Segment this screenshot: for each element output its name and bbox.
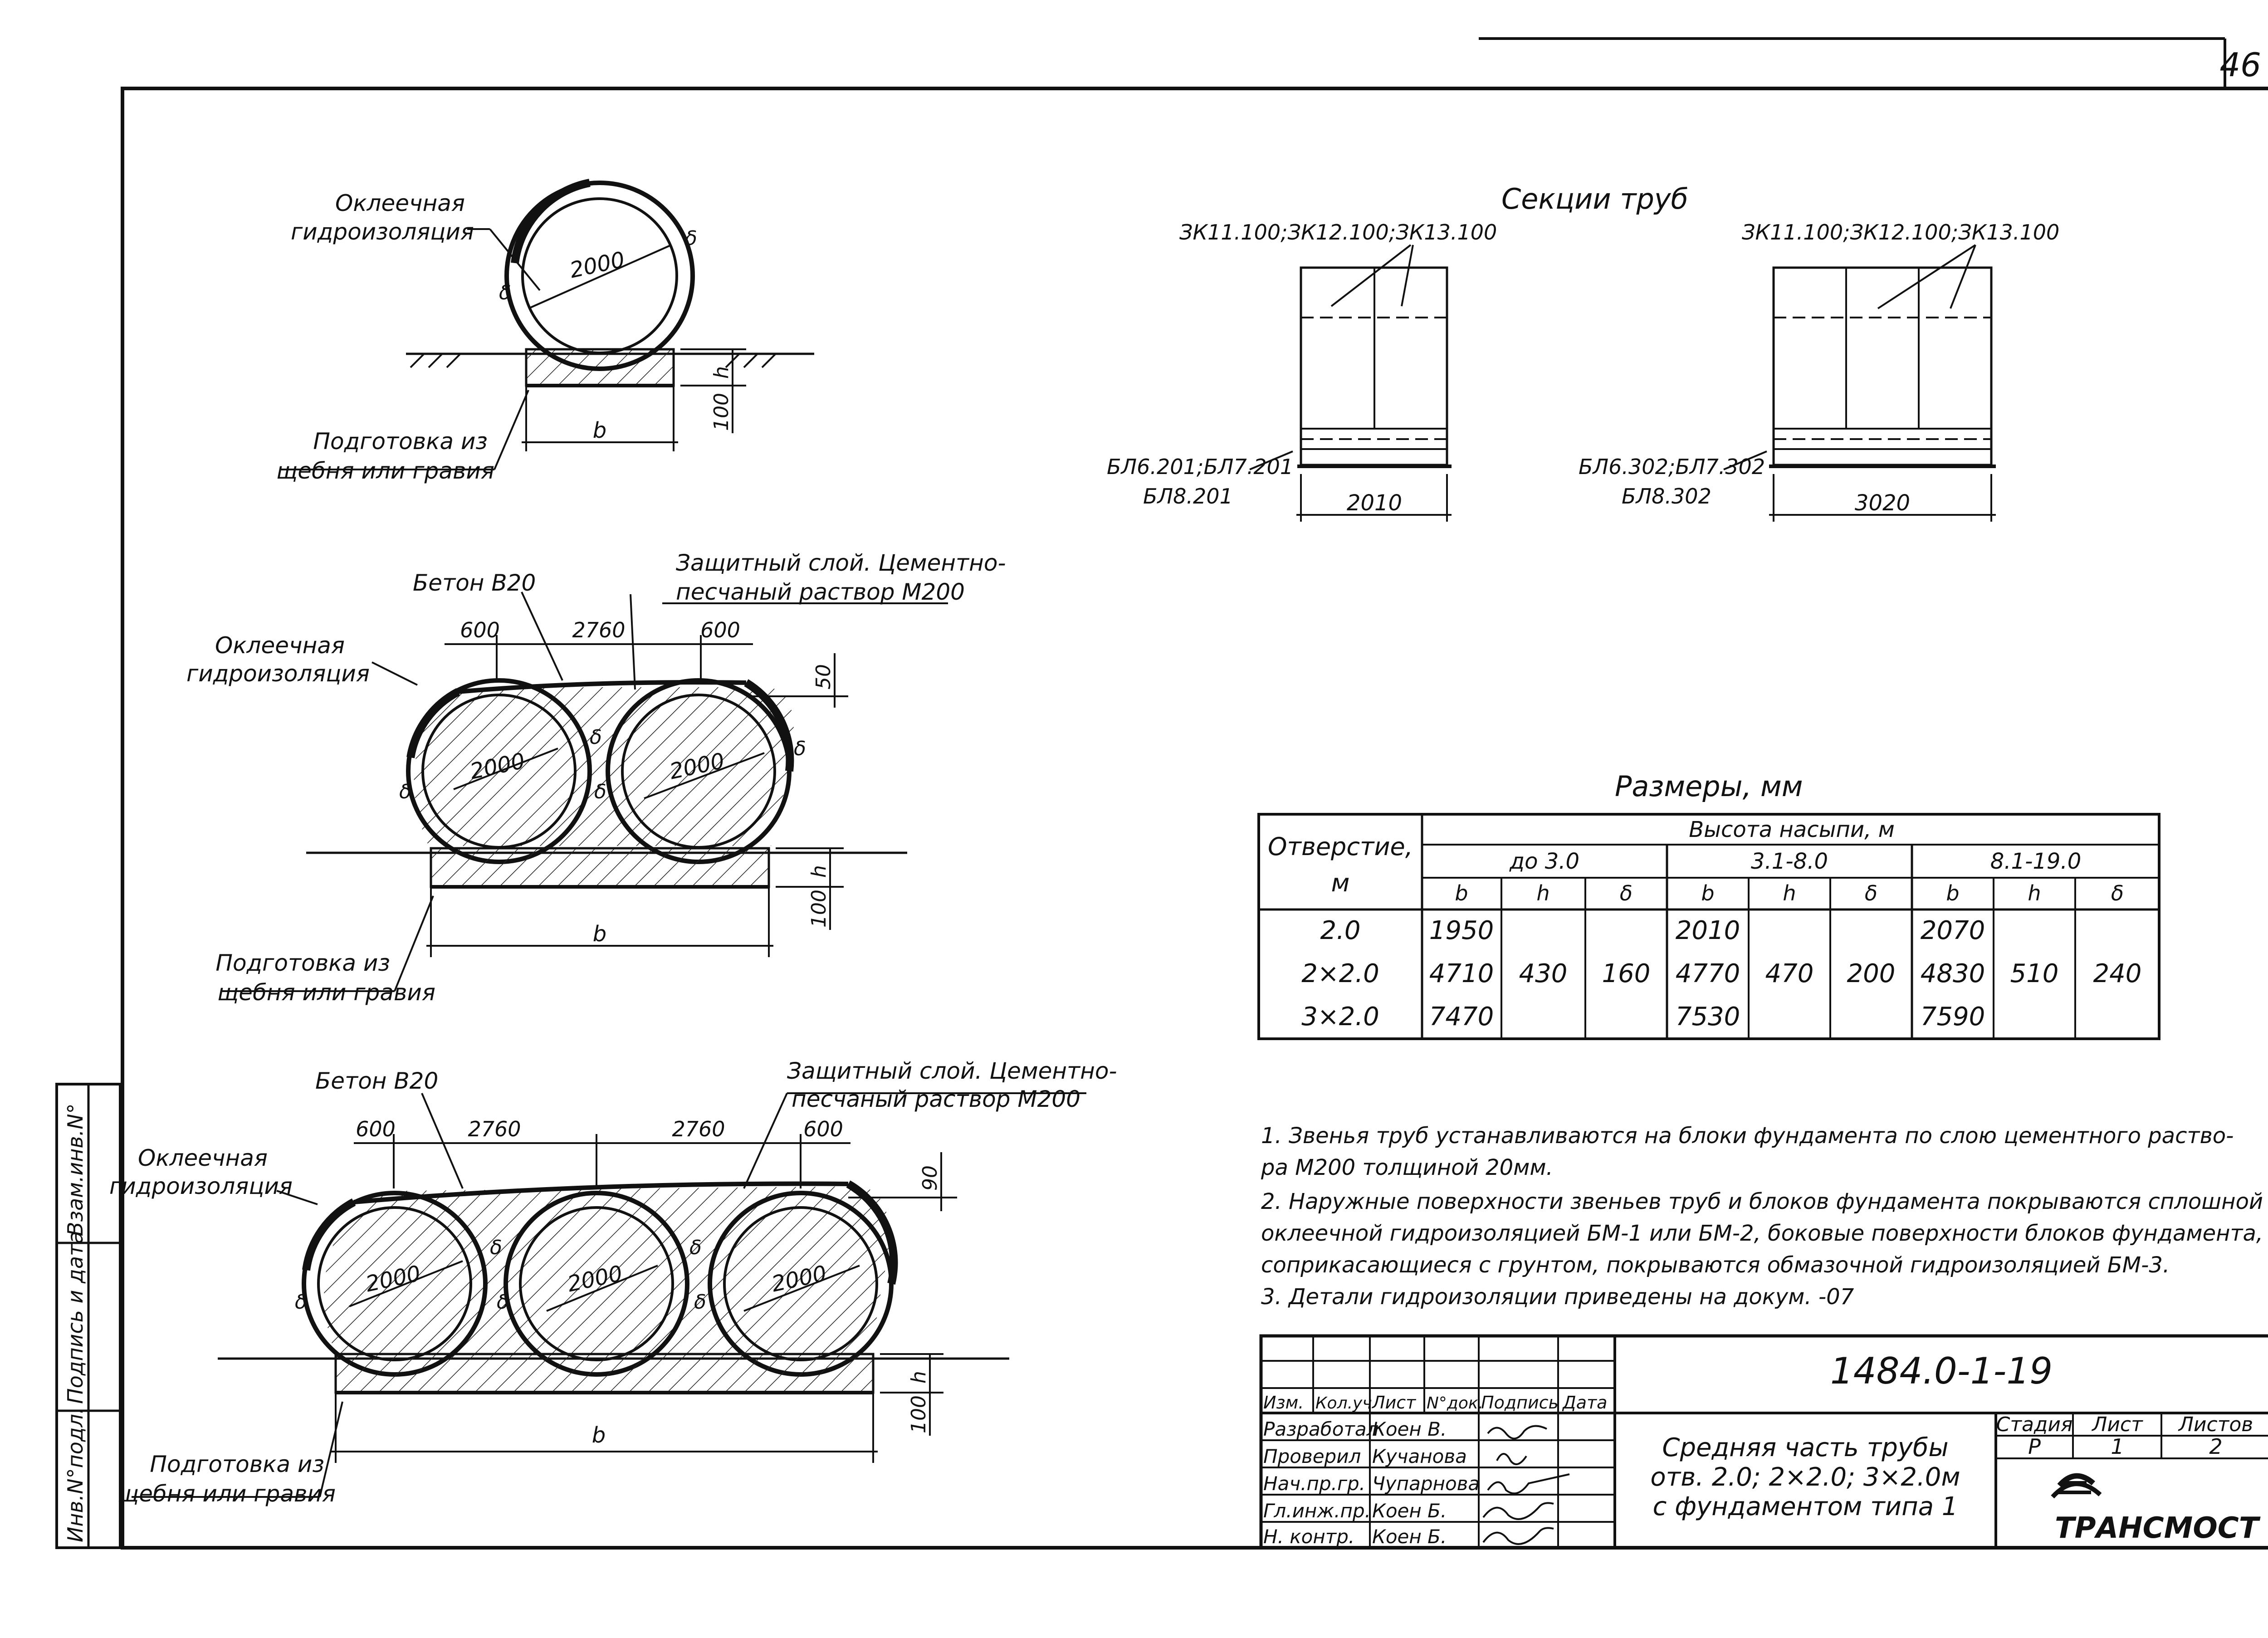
stamp-sheets-value: 2 <box>2209 1434 2223 1459</box>
fig1-h-val: 100 <box>710 393 733 431</box>
fig3-dim-600-right: 600 <box>803 1117 843 1141</box>
fig1-b: b <box>592 418 607 443</box>
table-cell-h-1: 430 <box>1519 959 1568 988</box>
fig2-label-insulation-2: гидроизоляция <box>186 660 370 687</box>
fig2-dia-right: 2000 <box>667 748 727 785</box>
transmost-logo-icon <box>2053 1476 2100 1497</box>
fig1-label-insulation: Оклеечная <box>335 190 465 216</box>
fig2-dim-600-right: 600 <box>700 618 740 642</box>
note-line-5: соприкасающиеся с грунтом, покрываются обмазочной гидроизоляцией БМ-3. <box>1261 1252 2170 1278</box>
table-sub-h-2: h <box>1783 881 1796 905</box>
stamp-role-3: Нач.пр.гр. <box>1263 1472 1366 1495</box>
table-sub-d-2: δ <box>1864 881 1878 905</box>
stamp-sheets-label: Листов <box>2178 1413 2253 1436</box>
table-cell-b-2-2: 4770 <box>1675 959 1740 988</box>
fig2-label-concrete: Бетон В20 <box>413 570 536 596</box>
fig1-label-base-2: щебня или гравия <box>276 458 494 484</box>
table-sub-h-3: h <box>2028 881 2041 905</box>
fig1-label-insulation-2: гидроизоляция <box>291 219 474 245</box>
fig3-label-base: Подготовка из <box>150 1451 324 1477</box>
fig2-label-base: Подготовка из <box>215 950 390 976</box>
note-line-2: ра М200 толщиной 20мм. <box>1261 1155 1553 1180</box>
fig2-dim-600-left: 600 <box>460 618 500 642</box>
fig3-b: b <box>591 1423 606 1448</box>
fig2-delta-left: δ <box>399 780 411 803</box>
fig3-h: h <box>907 1371 930 1384</box>
table-sub-b-2: b <box>1701 881 1715 905</box>
sections-left-block-2: БЛ8.201 <box>1143 484 1233 509</box>
fig3-dim-90: 90 <box>919 1165 942 1191</box>
title-doc-code: 1484.0-1-19 <box>1830 1350 2053 1392</box>
table-cell-h-3: 510 <box>2010 959 2059 988</box>
table-row-opening-1: 2.0 <box>1320 916 1361 945</box>
fig3-label-insulation: Оклеечная <box>138 1145 268 1171</box>
sections-title: Секции труб <box>1501 182 1688 215</box>
table-row-opening-2: 2×2.0 <box>1301 959 1379 988</box>
fig2-b: b <box>592 921 607 947</box>
fig1-dia: 2000 <box>567 247 627 284</box>
table-group-2: 3.1-8.0 <box>1751 849 1828 874</box>
sections-left-width: 2010 <box>1346 490 1403 516</box>
table-cell-b-2-1: 4710 <box>1429 959 1494 988</box>
fig2-delta-right: δ <box>794 737 806 760</box>
fig3-h-val: 100 <box>907 1395 930 1433</box>
stamp-sheet-value: 1 <box>2111 1434 2124 1459</box>
title-text-line-3: с фундаментом типа 1 <box>1652 1492 1958 1521</box>
table-cell-h-2: 470 <box>1765 959 1814 988</box>
sections-left-block-1: БЛ6.201;БЛ7.201 <box>1107 455 1294 479</box>
stamp-header-list: Лист <box>1372 1393 1416 1413</box>
table-col-opening-unit: м <box>1331 869 1350 897</box>
side-inv-orig: Инв.N°подл. <box>63 1407 88 1542</box>
table-cell-b-1-1: 1950 <box>1429 916 1494 945</box>
fig2-label-protect-2: песчаный раствор М200 <box>676 579 965 605</box>
note-line-6: 3. Детали гидроизоляции приведены на докум. -07 <box>1261 1284 1854 1310</box>
fig3-dia-1: 2000 <box>363 1261 423 1297</box>
fig3-label-concrete: Бетон В20 <box>315 1068 439 1094</box>
title-text-line-1: Средняя часть трубы <box>1662 1433 1949 1462</box>
stamp-name-3: Чупарнова <box>1372 1472 1480 1495</box>
fig1-delta-right: δ <box>685 227 697 250</box>
stamp-name-5: Коен Б. <box>1372 1526 1447 1548</box>
signatures <box>1483 1426 1569 1544</box>
fig2-label-insulation: Оклеечная <box>215 632 345 659</box>
sections-right-width: 3020 <box>1854 490 1911 516</box>
company-logo-text: ТРАНСМОСТ <box>2055 1511 2259 1545</box>
stamp-name-2: Кучанова <box>1372 1445 1467 1467</box>
table-cell-b-1-3: 2070 <box>1920 916 1985 945</box>
fig2-h: h <box>807 865 831 878</box>
fig1-label-base: Подготовка из <box>313 428 488 455</box>
fig2-dia-left: 2000 <box>468 748 528 785</box>
stamp-role-2: Проверил <box>1263 1445 1361 1467</box>
fig3-label-protect: Защитный слой. Цементно- <box>787 1058 1117 1084</box>
stamp-header-ndok: N°док. <box>1427 1394 1484 1413</box>
stamp-name-1: Коен В. <box>1372 1418 1447 1440</box>
note-line-4: оклеечной гидроизоляцией БМ-1 или БМ-2, боковые поверхности блоков фундамента, <box>1261 1221 2263 1246</box>
sections-left-top-label: ЗК11.100;ЗК12.100;ЗК13.100 <box>1179 220 1497 244</box>
stamp-name-4: Коен Б. <box>1372 1500 1447 1522</box>
sections-right-top-label: ЗК11.100;ЗК12.100;ЗК13.100 <box>1742 220 2060 244</box>
table-cell-d-3: 240 <box>2093 959 2142 988</box>
table-sub-h-1: h <box>1536 881 1550 905</box>
table-cell-b-3-3: 7590 <box>1920 1002 1985 1032</box>
fig3-delta-3: δ <box>497 1291 509 1314</box>
fig2-h-val: 100 <box>807 890 831 928</box>
stamp-header-data: Дата <box>1563 1393 1608 1413</box>
note-line-1: 1. Звенья труб устанавливаются на блоки фундамента по слою цементного раство- <box>1261 1123 2234 1149</box>
sections-right-block-2: БЛ8.302 <box>1622 484 1711 509</box>
fig3-delta-1: δ <box>295 1291 307 1314</box>
note-line-3: 2. Наружные поверхности звеньев труб и блоков фундамента покрываются сплошной <box>1261 1189 2263 1214</box>
table-sub-d-3: δ <box>2111 881 2124 905</box>
stamp-header-izm: Изм. <box>1263 1393 1304 1413</box>
fig1-h: h <box>710 366 733 379</box>
table-row-opening-3: 3×2.0 <box>1301 1002 1379 1032</box>
table-title: Размеры, мм <box>1615 770 1803 803</box>
table-group-1: до 3.0 <box>1509 849 1580 874</box>
fig2-delta-mid-2: δ <box>594 780 606 803</box>
stamp-sheet-label: Лист <box>2092 1413 2143 1436</box>
sections-diagrams <box>1250 245 1996 522</box>
figure-triple-pipe <box>132 1093 1086 1497</box>
stamp-role-5: Н. контр. <box>1263 1526 1355 1548</box>
table-group-3: 8.1-19.0 <box>1990 849 2082 874</box>
sections-right-block-1: БЛ6.302;БЛ7.302 <box>1579 455 1765 479</box>
stamp-header-koluch: Кол.уч <box>1315 1394 1372 1413</box>
table-cell-b-3-2: 7530 <box>1675 1002 1740 1032</box>
table-sub-b-1: b <box>1455 881 1468 905</box>
fig3-dia-3: 2000 <box>769 1261 829 1297</box>
table-sub-d-1: δ <box>1619 881 1633 905</box>
fig1-delta-left: δ <box>499 281 511 304</box>
stamp-role-1: Разработал <box>1263 1418 1379 1440</box>
table-col-opening: Отверстие, <box>1268 832 1413 861</box>
table-col-height: Высота насыпи, м <box>1689 817 1895 842</box>
table-cell-d-2: 200 <box>1847 959 1896 988</box>
table-cell-b-2-3: 4830 <box>1920 959 1985 988</box>
fig3-dia-2: 2000 <box>565 1261 625 1297</box>
stamp-header-podpis: Подпись <box>1481 1393 1559 1413</box>
fig3-label-base-2: щебня или гравия <box>117 1481 336 1507</box>
fig3-delta-5: δ <box>694 1291 706 1314</box>
fig3-label-insulation-2: гидроизоляция <box>109 1173 293 1199</box>
table-cell-b-3-1: 7470 <box>1429 1002 1494 1032</box>
fig2-label-base-2: щебня или гравия <box>217 979 435 1006</box>
fig2-label-protect: Защитный слой. Цементно- <box>676 550 1006 576</box>
fig3-delta-2: δ <box>490 1236 502 1259</box>
table-cell-d-1: 160 <box>1602 959 1651 988</box>
title-text-line-2: отв. 2.0; 2×2.0; 3×2.0м <box>1650 1462 1960 1492</box>
stamp-role-4: Гл.инж.пр. <box>1263 1500 1371 1522</box>
fig3-dim-600-left: 600 <box>356 1117 396 1141</box>
stamp-stage-label: Стадия <box>1996 1413 2073 1436</box>
table-cell-b-1-2: 2010 <box>1675 916 1740 945</box>
fig3-delta-4: δ <box>689 1236 702 1259</box>
stamp-stage-value: Р <box>2028 1434 2041 1459</box>
fig2-dim-2760: 2760 <box>572 618 626 642</box>
fig3-dim-2760-right: 2760 <box>672 1117 725 1141</box>
side-sign-date: Подпись и дата <box>63 1231 88 1404</box>
fig3-dim-2760-left: 2760 <box>468 1117 521 1141</box>
side-inv-swap: Взам.инв.N° <box>63 1103 88 1236</box>
fig2-delta-mid: δ <box>590 726 602 749</box>
fig3-label-protect-2: песчаный раствор М200 <box>792 1086 1080 1112</box>
fig2-dim-50: 50 <box>812 664 835 689</box>
page-number: 46 <box>2219 46 2261 84</box>
table-sub-b-3: b <box>1946 881 1960 905</box>
